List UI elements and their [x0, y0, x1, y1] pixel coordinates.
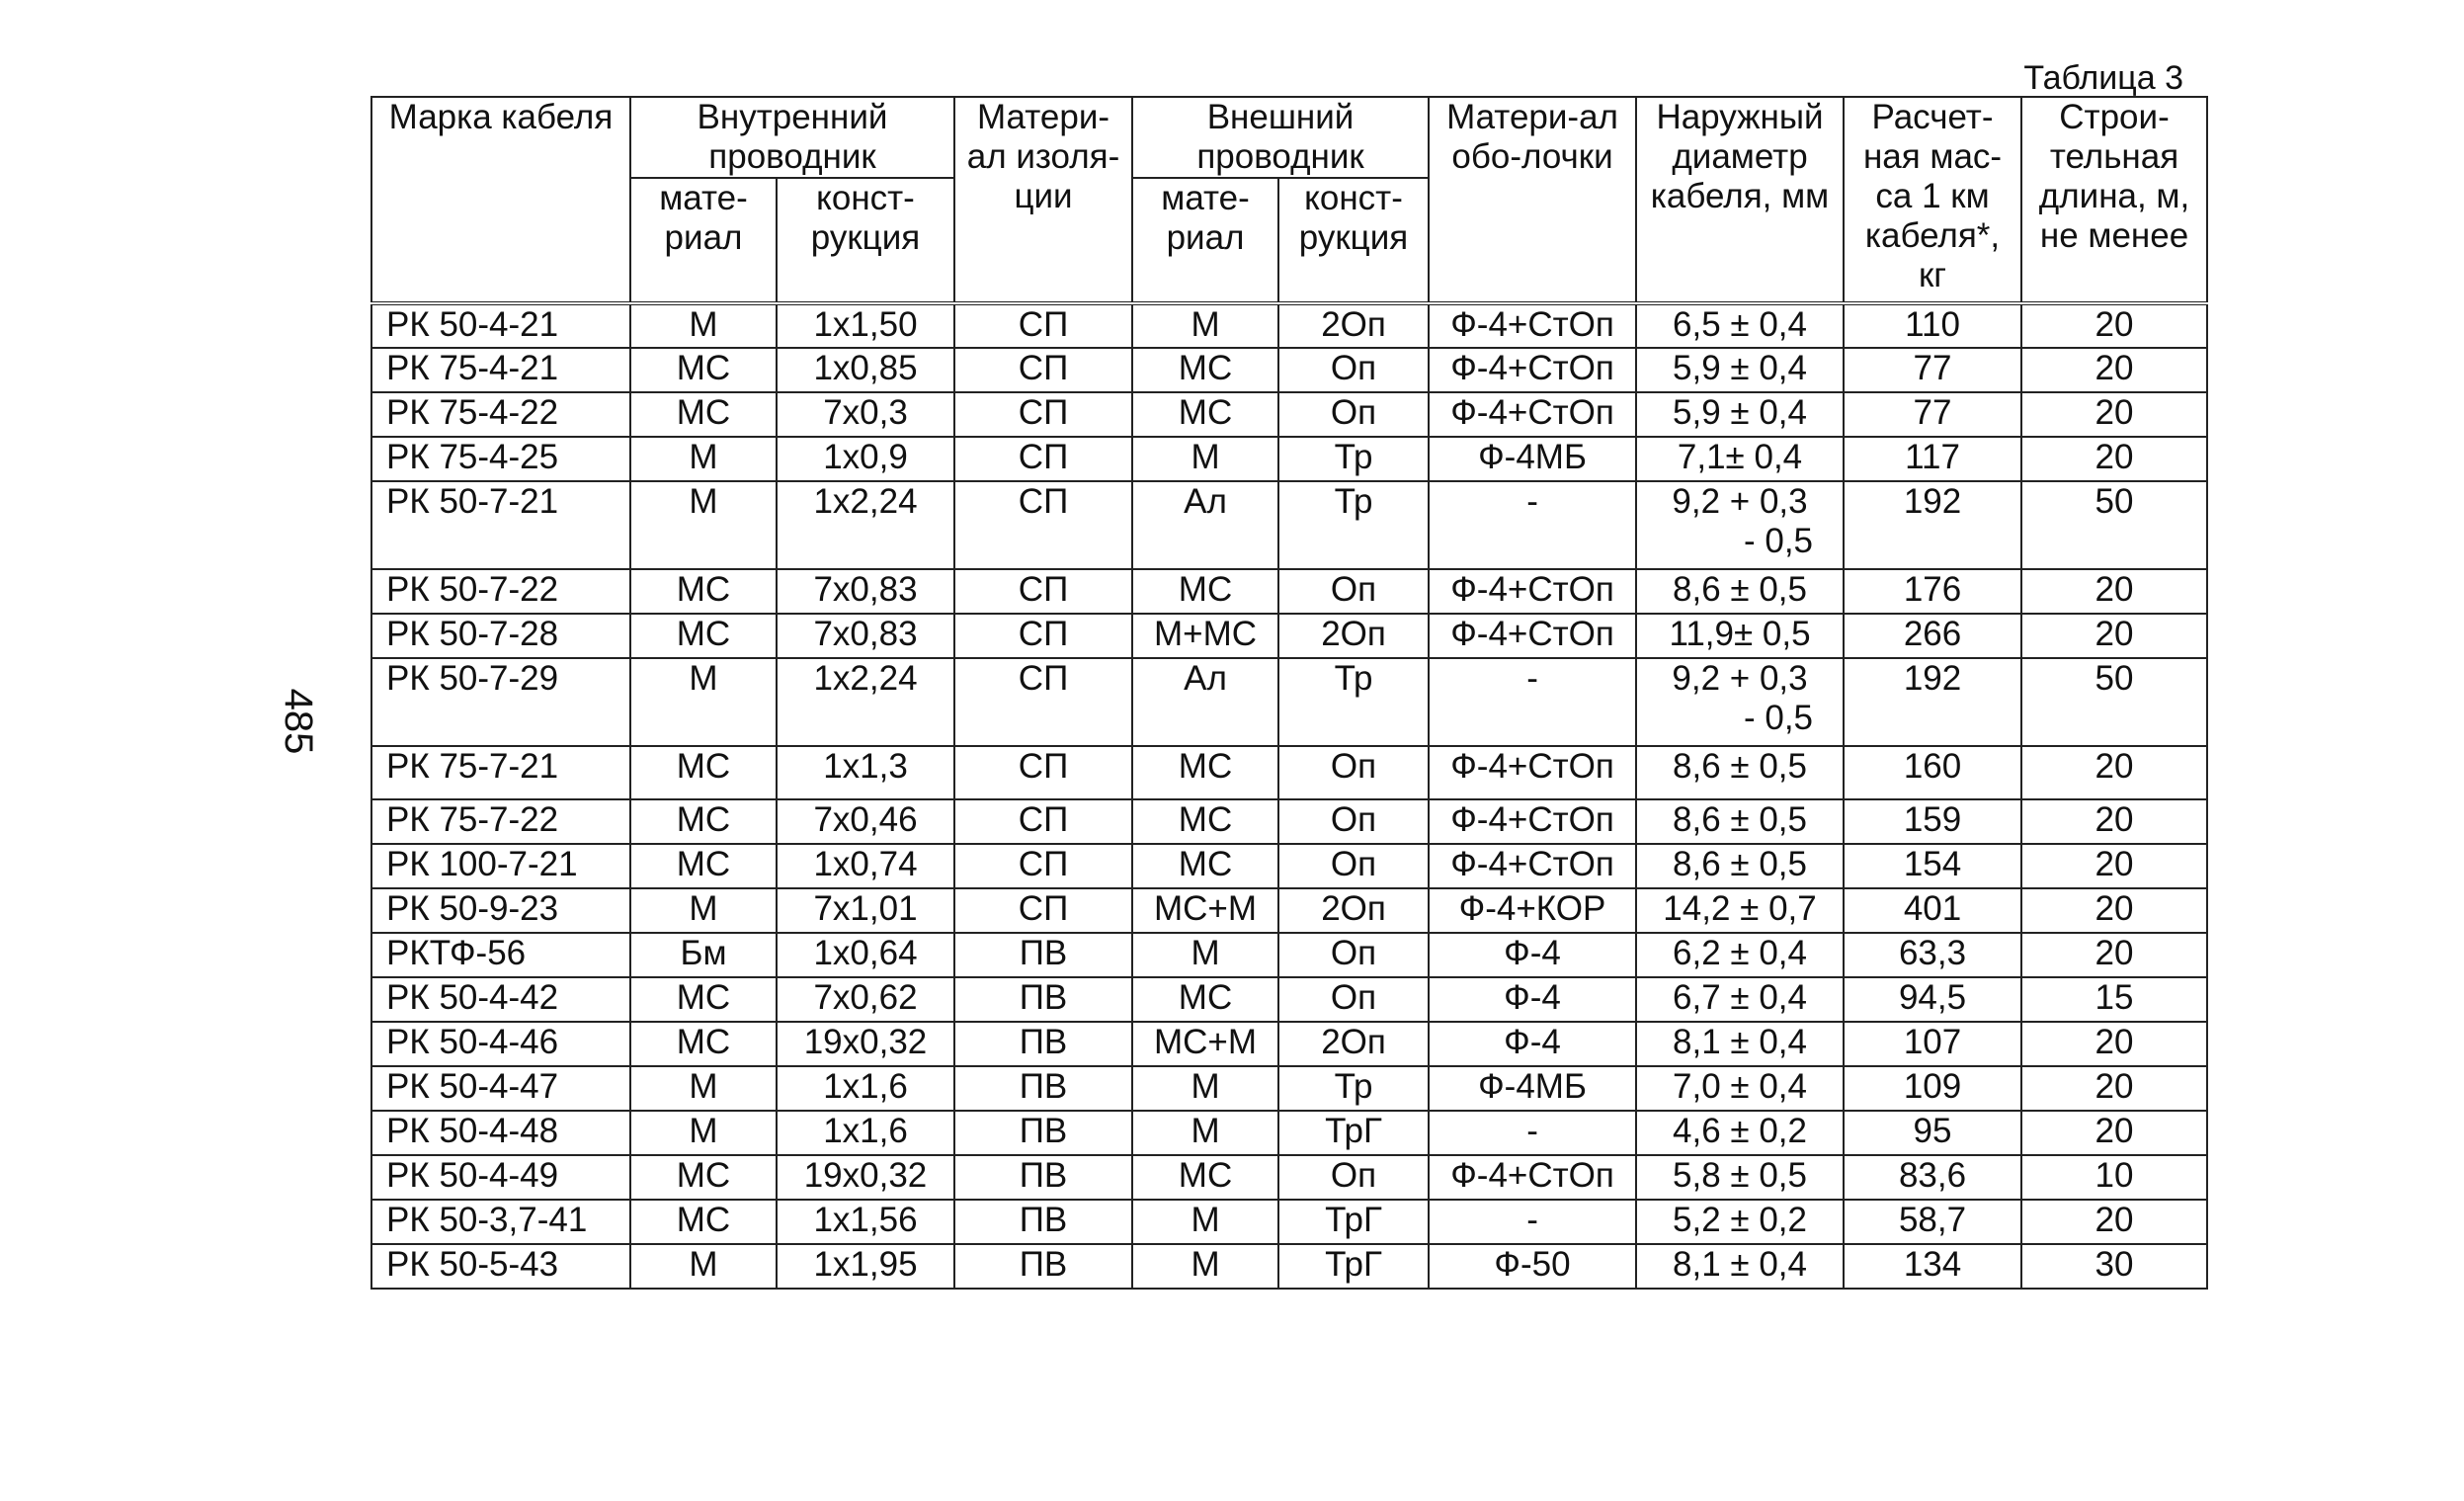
header-outer-material: мате-риал: [1132, 178, 1278, 303]
cell-mass: 192: [1844, 481, 2021, 569]
cell-insulation: СП: [954, 658, 1132, 746]
cell-outer-material: МС: [1132, 977, 1278, 1022]
cell-outer-construction: 2Оп: [1278, 1022, 1429, 1066]
header-sheath-material: Матери-ал обо-лочки: [1429, 97, 1636, 303]
cell-mark: РК 50-9-23: [371, 888, 630, 933]
cell-mark: РК 50-4-46: [371, 1022, 630, 1066]
cell-mark: РК 50-4-49: [371, 1155, 630, 1200]
cell-diameter: [1636, 1022, 1844, 1066]
cell-length: 20: [2021, 844, 2207, 888]
cell-mark: РК 75-7-22: [371, 799, 630, 844]
cell-mark: РК 100-7-21: [371, 844, 630, 888]
cell-diameter: [1636, 658, 1844, 746]
cell-sheath: Ф-4: [1429, 977, 1636, 1022]
cell-outer-construction: 2Оп: [1278, 614, 1429, 658]
cell-diameter: [1636, 303, 1844, 348]
diameter-value: 8,1 ± 0,4: [1673, 1023, 1807, 1061]
cell-outer-material: МС: [1132, 746, 1278, 799]
cell-outer-material: МС: [1132, 799, 1278, 844]
table-row: [371, 799, 2207, 844]
header-outer-conductor: Внешний проводник: [1132, 97, 1429, 178]
cell-sheath: -: [1429, 1200, 1636, 1244]
cell-outer-construction: Тр: [1278, 658, 1429, 746]
cell-inner-construction: 1х0,64: [777, 933, 954, 977]
cell-sheath: Ф-4+СтОп: [1429, 614, 1636, 658]
cell-diameter: [1636, 1244, 1844, 1289]
table-row: [371, 844, 2207, 888]
cell-length: 20: [2021, 348, 2207, 392]
cell-sheath: Ф-4: [1429, 1022, 1636, 1066]
header-inner-material: мате-риал: [630, 178, 777, 303]
cell-outer-construction: Оп: [1278, 348, 1429, 392]
cell-outer-material: М: [1132, 1066, 1278, 1111]
cell-inner-material: М: [630, 1066, 777, 1111]
cell-outer-material: М: [1132, 933, 1278, 977]
cell-diameter: [1636, 392, 1844, 437]
cell-inner-construction: 1х1,50: [777, 303, 954, 348]
cell-outer-material: МС: [1132, 392, 1278, 437]
cell-sheath: Ф-4+СтОп: [1429, 348, 1636, 392]
cell-outer-construction: ТрГ: [1278, 1111, 1429, 1155]
cell-insulation: СП: [954, 303, 1132, 348]
cell-insulation: СП: [954, 392, 1132, 437]
cell-mark: РК 50-3,7-41: [371, 1200, 630, 1244]
cell-mark: РКТФ-56: [371, 933, 630, 977]
cell-length: 20: [2021, 1111, 2207, 1155]
cell-insulation: ПВ: [954, 1111, 1132, 1155]
cell-insulation: ПВ: [954, 977, 1132, 1022]
cell-length: 20: [2021, 1200, 2207, 1244]
cell-insulation: СП: [954, 614, 1132, 658]
cell-length: 20: [2021, 799, 2207, 844]
cell-sheath: Ф-4+СтОп: [1429, 303, 1636, 348]
cell-length: 20: [2021, 1022, 2207, 1066]
cell-outer-construction: Оп: [1278, 799, 1429, 844]
diameter-value: 8,6 ± 0,5: [1673, 845, 1807, 883]
diameter-value: 14,2 ± 0,7: [1663, 889, 1817, 928]
cell-outer-material: Ал: [1132, 658, 1278, 746]
table-row: [371, 888, 2207, 933]
cell-outer-construction: Оп: [1278, 933, 1429, 977]
cell-inner-construction: 1х2,24: [777, 481, 954, 569]
page-number: 485: [277, 688, 320, 755]
cell-outer-construction: 2Оп: [1278, 303, 1429, 348]
diameter-value: 5,9 ± 0,4: [1673, 349, 1807, 387]
cell-mark: РК 50-7-22: [371, 569, 630, 614]
diameter-value: 7,0 ± 0,4: [1673, 1067, 1807, 1106]
cell-mass: 58,7: [1844, 1200, 2021, 1244]
cell-mass: 117: [1844, 437, 2021, 481]
header-inner-construction: конст-рукция: [777, 178, 954, 303]
cell-outer-construction: Тр: [1278, 481, 1429, 569]
cell-mass: 266: [1844, 614, 2021, 658]
cell-mass: 63,3: [1844, 933, 2021, 977]
cell-diameter: [1636, 1111, 1844, 1155]
table-row: [371, 614, 2207, 658]
cell-sheath: Ф-4+СтОп: [1429, 569, 1636, 614]
cell-outer-construction: 2Оп: [1278, 888, 1429, 933]
table-row: [371, 1155, 2207, 1200]
cell-length: 20: [2021, 888, 2207, 933]
cell-sheath: Ф-4+СтОп: [1429, 392, 1636, 437]
diameter-value: 8,6 ± 0,5: [1673, 747, 1807, 786]
cell-insulation: ПВ: [954, 1066, 1132, 1111]
cell-inner-construction: 1х1,6: [777, 1066, 954, 1111]
cell-mark: РК 75-4-25: [371, 437, 630, 481]
cell-mass: 192: [1844, 658, 2021, 746]
cell-inner-material: М: [630, 481, 777, 569]
cell-insulation: СП: [954, 569, 1132, 614]
header-outer-construction: конст-рукция: [1278, 178, 1429, 303]
cell-inner-construction: 1х1,6: [777, 1111, 954, 1155]
header-outer-diameter: Наружный диаметр кабеля, мм: [1636, 97, 1844, 303]
cell-inner-construction: 7х1,01: [777, 888, 954, 933]
cell-length: 20: [2021, 303, 2207, 348]
cell-mass: 134: [1844, 1244, 2021, 1289]
cell-diameter: [1636, 799, 1844, 844]
cell-insulation: ПВ: [954, 933, 1132, 977]
table-body: [371, 303, 2207, 1289]
cell-outer-construction: Оп: [1278, 569, 1429, 614]
cell-outer-material: М: [1132, 1200, 1278, 1244]
cell-inner-construction: 7х0,46: [777, 799, 954, 844]
cell-outer-material: МС+М: [1132, 888, 1278, 933]
cell-mark: РК 50-5-43: [371, 1244, 630, 1289]
cell-mark: РК 50-4-21: [371, 303, 630, 348]
cell-mark: РК 50-7-29: [371, 658, 630, 746]
cell-sheath: Ф-4+СтОп: [1429, 844, 1636, 888]
cell-length: 20: [2021, 569, 2207, 614]
cell-outer-material: М: [1132, 1244, 1278, 1289]
diameter-value: 9,2 + 0,3: [1672, 659, 1808, 698]
cell-insulation: СП: [954, 746, 1132, 799]
cell-diameter: [1636, 1066, 1844, 1111]
cell-diameter: [1636, 933, 1844, 977]
cell-inner-material: МС: [630, 348, 777, 392]
cell-insulation: СП: [954, 888, 1132, 933]
diameter-value: 6,5 ± 0,4: [1673, 305, 1807, 344]
cell-diameter: [1636, 481, 1844, 569]
cable-table: [370, 96, 2208, 1290]
cell-inner-material: МС: [630, 1022, 777, 1066]
cell-length: 50: [2021, 658, 2207, 746]
cell-length: 20: [2021, 437, 2207, 481]
cell-inner-construction: 1х0,74: [777, 844, 954, 888]
cell-insulation: СП: [954, 437, 1132, 481]
cell-diameter: [1636, 1155, 1844, 1200]
cell-mark: РК 50-4-42: [371, 977, 630, 1022]
table-row: [371, 658, 2207, 746]
diameter-value: 4,6 ± 0,2: [1673, 1112, 1807, 1150]
cell-outer-construction: Тр: [1278, 437, 1429, 481]
cell-inner-construction: 7х0,83: [777, 569, 954, 614]
cell-inner-material: МС: [630, 614, 777, 658]
cell-mass: 176: [1844, 569, 2021, 614]
cell-sheath: Ф-4+СтОп: [1429, 799, 1636, 844]
cell-sheath: Ф-4+КОР: [1429, 888, 1636, 933]
cell-inner-material: МС: [630, 569, 777, 614]
header-insulation-material: Матери-ал изоля-ции: [954, 97, 1132, 303]
diameter-value: 6,7 ± 0,4: [1673, 978, 1807, 1017]
cell-inner-material: МС: [630, 977, 777, 1022]
cell-mass: 154: [1844, 844, 2021, 888]
cell-inner-construction: 1х2,24: [777, 658, 954, 746]
cell-mark: РК 50-4-48: [371, 1111, 630, 1155]
cell-sheath: -: [1429, 481, 1636, 569]
cell-length: 15: [2021, 977, 2207, 1022]
cell-inner-construction: 7х0,3: [777, 392, 954, 437]
cell-sheath: Ф-4: [1429, 933, 1636, 977]
header-mass: Расчет-ная мас-са 1 км кабеля*, кг: [1844, 97, 2021, 303]
cell-outer-construction: Тр: [1278, 1066, 1429, 1111]
cell-sheath: Ф-4МБ: [1429, 1066, 1636, 1111]
cell-mass: 160: [1844, 746, 2021, 799]
cell-outer-construction: Оп: [1278, 746, 1429, 799]
cell-mass: 94,5: [1844, 977, 2021, 1022]
cell-inner-construction: 1х0,85: [777, 348, 954, 392]
cell-inner-construction: 7х0,83: [777, 614, 954, 658]
table-row: [371, 1244, 2207, 1289]
table-row: [371, 933, 2207, 977]
cell-diameter: [1636, 1200, 1844, 1244]
cell-mark: РК 50-7-28: [371, 614, 630, 658]
diameter-value: 7,1± 0,4: [1677, 438, 1803, 476]
table-row: [371, 392, 2207, 437]
cell-length: 20: [2021, 933, 2207, 977]
cell-outer-material: М: [1132, 437, 1278, 481]
cell-outer-material: М: [1132, 303, 1278, 348]
cell-outer-material: МС: [1132, 844, 1278, 888]
cell-inner-construction: 19х0,32: [777, 1155, 954, 1200]
cell-outer-construction: ТрГ: [1278, 1200, 1429, 1244]
cell-inner-material: МС: [630, 1200, 777, 1244]
cell-outer-material: МС: [1132, 348, 1278, 392]
cell-sheath: Ф-50: [1429, 1244, 1636, 1289]
table-row: [371, 348, 2207, 392]
cell-outer-construction: Оп: [1278, 1155, 1429, 1200]
cell-sheath: Ф-4+СтОп: [1429, 746, 1636, 799]
cell-inner-material: М: [630, 1111, 777, 1155]
diameter-value: 11,9± 0,5: [1669, 615, 1811, 653]
table-caption: Таблица 3: [2023, 59, 2183, 97]
diameter-value: 9,2 + 0,3: [1672, 482, 1808, 521]
cell-insulation: СП: [954, 348, 1132, 392]
cell-sheath: -: [1429, 658, 1636, 746]
cell-inner-construction: 19х0,32: [777, 1022, 954, 1066]
table-row: [371, 1066, 2207, 1111]
cell-insulation: ПВ: [954, 1155, 1132, 1200]
cell-inner-material: МС: [630, 1155, 777, 1200]
cell-inner-material: М: [630, 888, 777, 933]
cell-diameter: [1636, 844, 1844, 888]
diameter-value: 8,6 ± 0,5: [1673, 800, 1807, 839]
cell-diameter: [1636, 614, 1844, 658]
cell-insulation: СП: [954, 799, 1132, 844]
cell-mass: 77: [1844, 392, 2021, 437]
diameter-value: 6,2 ± 0,4: [1673, 934, 1807, 972]
diameter-value: 5,9 ± 0,4: [1673, 393, 1807, 432]
cell-diameter: [1636, 888, 1844, 933]
cell-inner-material: МС: [630, 844, 777, 888]
cell-length: 50: [2021, 481, 2207, 569]
header-mark: Марка кабеля: [371, 97, 630, 303]
cell-inner-construction: 1х1,3: [777, 746, 954, 799]
cell-diameter: [1636, 977, 1844, 1022]
cell-mass: 110: [1844, 303, 2021, 348]
cell-insulation: СП: [954, 481, 1132, 569]
cell-mass: 159: [1844, 799, 2021, 844]
table-row: [371, 1022, 2207, 1066]
cell-diameter: [1636, 569, 1844, 614]
table-row: [371, 746, 2207, 799]
cell-insulation: ПВ: [954, 1022, 1132, 1066]
cell-sheath: Ф-4МБ: [1429, 437, 1636, 481]
diameter-value: 8,6 ± 0,5: [1673, 570, 1807, 609]
header-inner-conductor: Внутренний проводник: [630, 97, 954, 178]
diameter-value: 5,8 ± 0,5: [1673, 1156, 1807, 1195]
table-header: [371, 97, 2207, 303]
cell-length: 20: [2021, 746, 2207, 799]
cell-mark: РК 50-4-47: [371, 1066, 630, 1111]
cell-mass: 77: [1844, 348, 2021, 392]
table-row: [371, 1111, 2207, 1155]
cell-inner-material: МС: [630, 746, 777, 799]
cell-mass: 401: [1844, 888, 2021, 933]
cell-length: 10: [2021, 1155, 2207, 1200]
cell-mark: РК 75-4-22: [371, 392, 630, 437]
cell-length: 20: [2021, 392, 2207, 437]
cell-sheath: Ф-4+СтОп: [1429, 1155, 1636, 1200]
cell-mass: 107: [1844, 1022, 2021, 1066]
table-row: [371, 303, 2207, 348]
table-row: [371, 1200, 2207, 1244]
cell-outer-material: М+МС: [1132, 614, 1278, 658]
cell-mass: 95: [1844, 1111, 2021, 1155]
cell-inner-construction: 1х1,95: [777, 1244, 954, 1289]
cell-diameter: [1636, 437, 1844, 481]
diameter-lower-tolerance: - 0,5: [1743, 522, 1814, 560]
cell-inner-material: М: [630, 658, 777, 746]
cell-inner-construction: 1х0,9: [777, 437, 954, 481]
diameter-value: 8,1 ± 0,4: [1673, 1245, 1807, 1284]
cell-mark: РК 75-4-21: [371, 348, 630, 392]
cell-insulation: ПВ: [954, 1244, 1132, 1289]
table-row: [371, 481, 2207, 569]
cell-length: 20: [2021, 1066, 2207, 1111]
cell-outer-material: МС+М: [1132, 1022, 1278, 1066]
cell-length: 20: [2021, 614, 2207, 658]
cell-inner-material: М: [630, 1244, 777, 1289]
cell-inner-material: Бм: [630, 933, 777, 977]
table-row: [371, 437, 2207, 481]
cell-insulation: ПВ: [954, 1200, 1132, 1244]
cell-mark: РК 50-7-21: [371, 481, 630, 569]
diameter-lower-tolerance: - 0,5: [1743, 699, 1814, 737]
cell-inner-construction: 1х1,56: [777, 1200, 954, 1244]
cell-sheath: -: [1429, 1111, 1636, 1155]
cell-inner-material: МС: [630, 799, 777, 844]
cell-inner-material: М: [630, 303, 777, 348]
cell-mass: 83,6: [1844, 1155, 2021, 1200]
diameter-value: 5,2 ± 0,2: [1673, 1201, 1807, 1239]
cell-outer-material: МС: [1132, 569, 1278, 614]
cell-outer-construction: Оп: [1278, 392, 1429, 437]
cell-outer-material: М: [1132, 1111, 1278, 1155]
table-row: [371, 569, 2207, 614]
cell-diameter: [1636, 348, 1844, 392]
cell-inner-material: М: [630, 437, 777, 481]
cell-mass: 109: [1844, 1066, 2021, 1111]
cell-outer-construction: ТрГ: [1278, 1244, 1429, 1289]
cell-length: 30: [2021, 1244, 2207, 1289]
cell-outer-material: Ал: [1132, 481, 1278, 569]
cell-outer-construction: Оп: [1278, 977, 1429, 1022]
cell-diameter: [1636, 746, 1844, 799]
cell-mark: РК 75-7-21: [371, 746, 630, 799]
cell-outer-material: МС: [1132, 1155, 1278, 1200]
cell-inner-construction: 7х0,62: [777, 977, 954, 1022]
cell-insulation: СП: [954, 844, 1132, 888]
header-length: Строи-тельная длина, м, не менее: [2021, 97, 2207, 303]
cell-outer-construction: Оп: [1278, 844, 1429, 888]
cell-inner-material: МС: [630, 392, 777, 437]
table-row: [371, 977, 2207, 1022]
